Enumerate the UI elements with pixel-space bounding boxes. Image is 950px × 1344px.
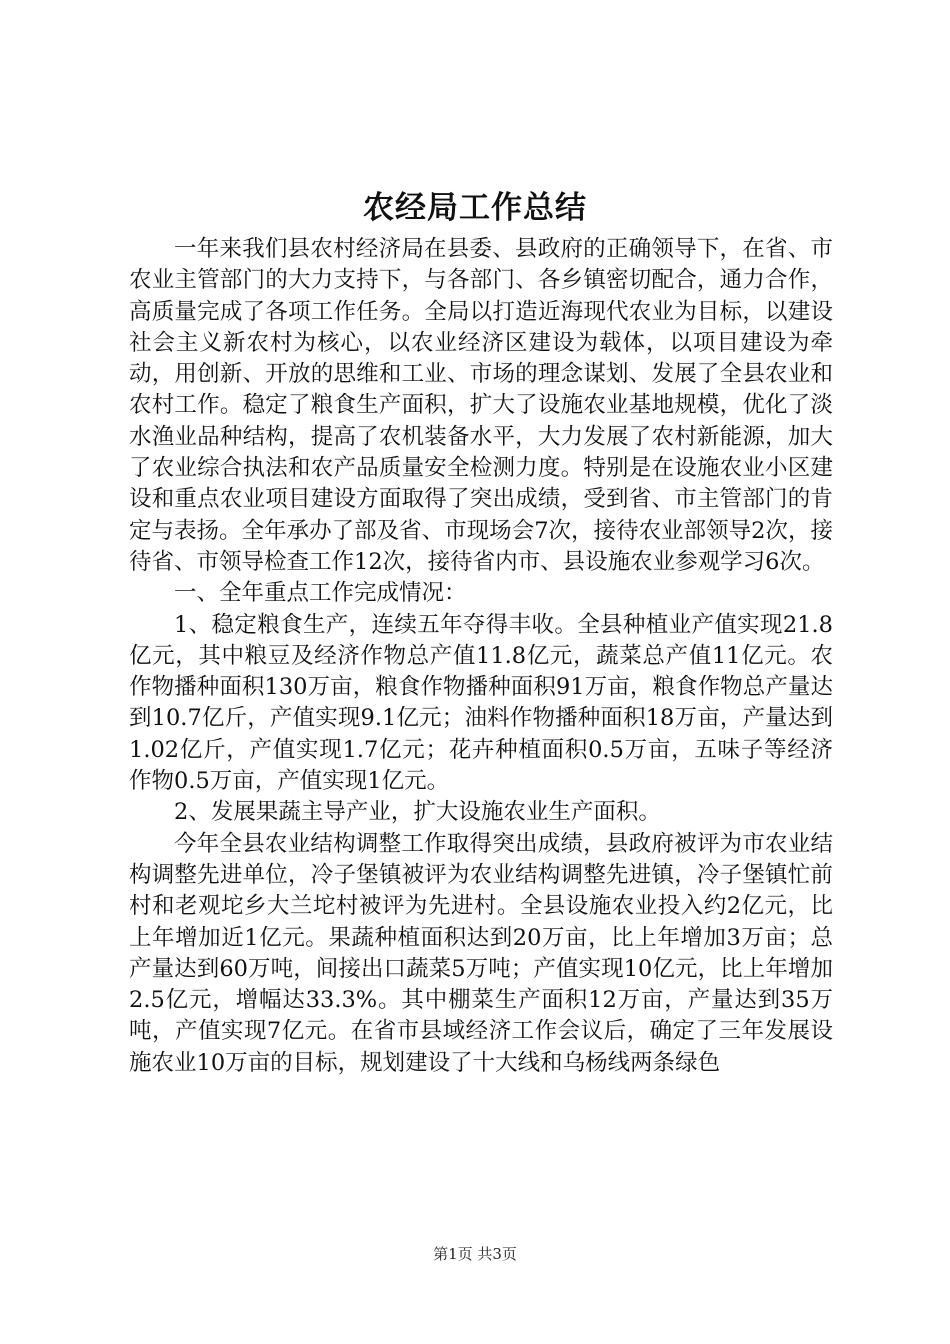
paragraph-item-2-body: 今年全县农业结构调整工作取得突出成绩，县政府被评为市农业结构调整先进单位，冷子堡镇被评为农业结构调整先进镇，冷子堡镇忙前村和老观坨乡大兰坨村被评为先进村。全县设施农业投入约2亿元，比上年增加近1亿元。果蔬种植面积达到20万亩，比上年增加3万亩；总产量达到60万吨，间接出口蔬菜5万吨；产值实现10亿元，比上年增加2.5亿元，增幅达33.3%。其中棚菜生产面积12万亩，产量达到35万吨，产值实现7亿元。在省市县域经济工作会议后，确定了三年发展设施农业10万亩的目标，规划建设了十大线和乌杨线两条绿色: [129, 830, 833, 1076]
page-footer: 第1页 共3页: [433, 1245, 517, 1263]
paragraph-item-2-heading: 2、发展果蔬主导产业，扩大设施农业生产面积。: [174, 799, 661, 826]
paragraph-intro: 一年来我们县农村经济局在县委、县政府的正确领导下，在省、市农业主管部门的大力支持下，与各部门、各乡镇密切配合，通力合作，高质量完成了各项工作任务。全局以打造近海现代农业为目标，以建设社会主义新农村为核心，以农业经济区建设为载体，以项目建设为牵动，用创新、开放的思维和工业、市场的理念谋划、发展了全县农业和农村工作。稳定了粮食生产面积，扩大了设施农业基地规模，优化了淡水渔业品种结构，提高了农机装备水平，大力发展了农村新能源，加大了农业综合执法和农产品质量安全检测力度。特别是在设施农业小区建设和重点农业项目建设方面取得了突出成绩，受到省、市主管部门的肯定与表扬。全年承办了部及省、市现场会7次，接待农业部领导2次，接待省、市领导检查工作12次，接待省内市、县设施农业参观学习6次。: [129, 236, 833, 575]
section-heading: 一、全年重点工作完成情况：: [174, 580, 467, 607]
document-title: 农经局工作总结: [363, 190, 587, 226]
paragraph-item-1: 1、稳定粮食生产，连续五年夺得丰收。全县种植业产值实现21.8亿元，其中粮豆及经济作物总产值11.8亿元，蔬菜总产值11亿元。农作物播种面积130万亩，粮食作物播种面积91万亩，粮食作物总产量达到10.7亿斤，产值实现9.1亿元；油料作物播种面积18万亩，产量达到1.02亿斤，产值实现1.7亿元；花卉种植面积0.5万亩，五味子等经济作物0.5万亩，产值实现1亿元。: [129, 611, 833, 795]
document-body: [129, 234, 833, 1079]
